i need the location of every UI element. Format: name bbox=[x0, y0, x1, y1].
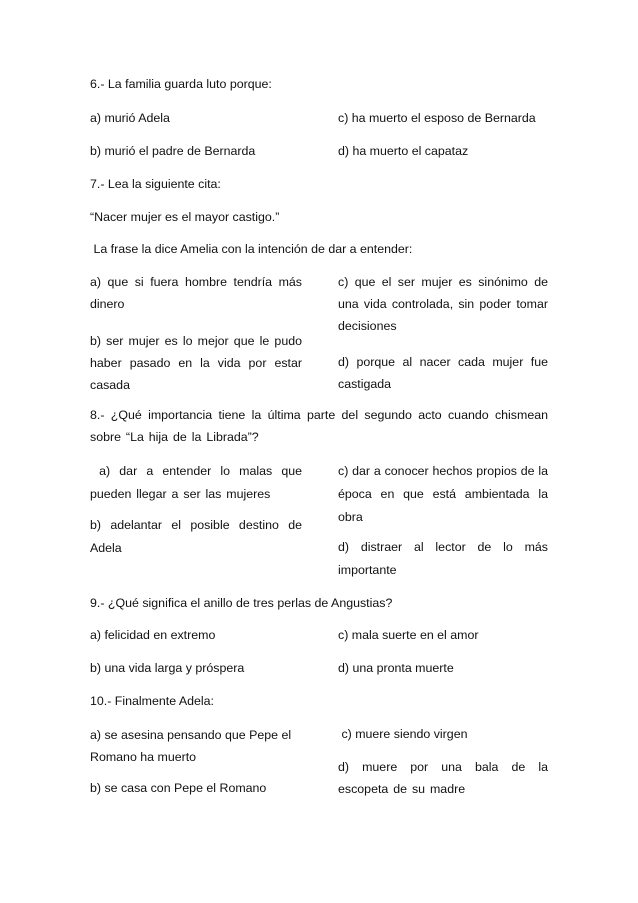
question-7-option-b: b) ser mujer es lo mejor que le pudo haber pasado en la vida por estar casada bbox=[90, 334, 302, 392]
question-10-option-c: c) muere siendo virgen bbox=[338, 727, 468, 741]
question-10-option-a: a) se asesina pensando que Pepe el Romano ha muerto bbox=[90, 728, 292, 764]
question-10-option-d: d) muere por una bala de la escopeta de su madre bbox=[338, 760, 548, 796]
question-7-option-c: c) que el ser mujer es sinónimo de una vida controlada, sin poder tomar decisiones bbox=[338, 275, 548, 333]
question-6-option-b: b) murió el padre de Bernarda bbox=[90, 144, 256, 158]
question-10-stem: 10.- Finalmente Adela: bbox=[90, 694, 214, 708]
question-8-stem: 8.- ¿Qué importancia tiene la última parte del segundo acto cuando chismean sobre “La hija de la Librada”? bbox=[90, 408, 548, 444]
question-6-option-a: a) murió Adela bbox=[90, 111, 170, 125]
question-9-option-a: a) felicidad en extremo bbox=[90, 628, 216, 642]
question-9-option-b: b) una vida larga y próspera bbox=[90, 661, 245, 675]
question-8-option-a: a) dar a entender lo malas que pueden llegar a ser las mujeres bbox=[90, 464, 307, 501]
question-7-prompt: La frase la dice Amelia con la intención de dar a entender: bbox=[90, 242, 413, 256]
question-6-option-c: c) ha muerto el esposo de Bernarda bbox=[338, 111, 536, 125]
question-6-stem: 6.- La familia guarda luto porque: bbox=[90, 77, 272, 91]
question-7-stem: 7.- Lea la siguiente cita: bbox=[90, 177, 221, 191]
question-7-quote: “Nacer mujer es el mayor castigo.” bbox=[90, 210, 280, 224]
question-9-option-c: c) mala suerte en el amor bbox=[338, 628, 479, 642]
question-7-option-d: d) porque al nacer cada mujer fue castigada bbox=[338, 355, 548, 391]
question-8-option-c: c) dar a conocer hechos propios de la época en que está ambientada la obra bbox=[338, 464, 548, 524]
question-8-option-b: b) adelantar el posible destino de Adela bbox=[90, 518, 302, 555]
question-6-option-d: d) ha muerto el capataz bbox=[338, 144, 469, 158]
question-10-option-b: b) se casa con Pepe el Romano bbox=[90, 781, 267, 795]
question-8-option-d: d) distraer al lector de lo más importante bbox=[338, 540, 548, 577]
question-9-option-d: d) una pronta muerte bbox=[338, 661, 454, 675]
question-7-option-a: a) que si fuera hombre tendría más dinero bbox=[90, 275, 302, 311]
question-9-stem: 9.- ¿Qué significa el anillo de tres perlas de Angustias? bbox=[90, 596, 393, 610]
